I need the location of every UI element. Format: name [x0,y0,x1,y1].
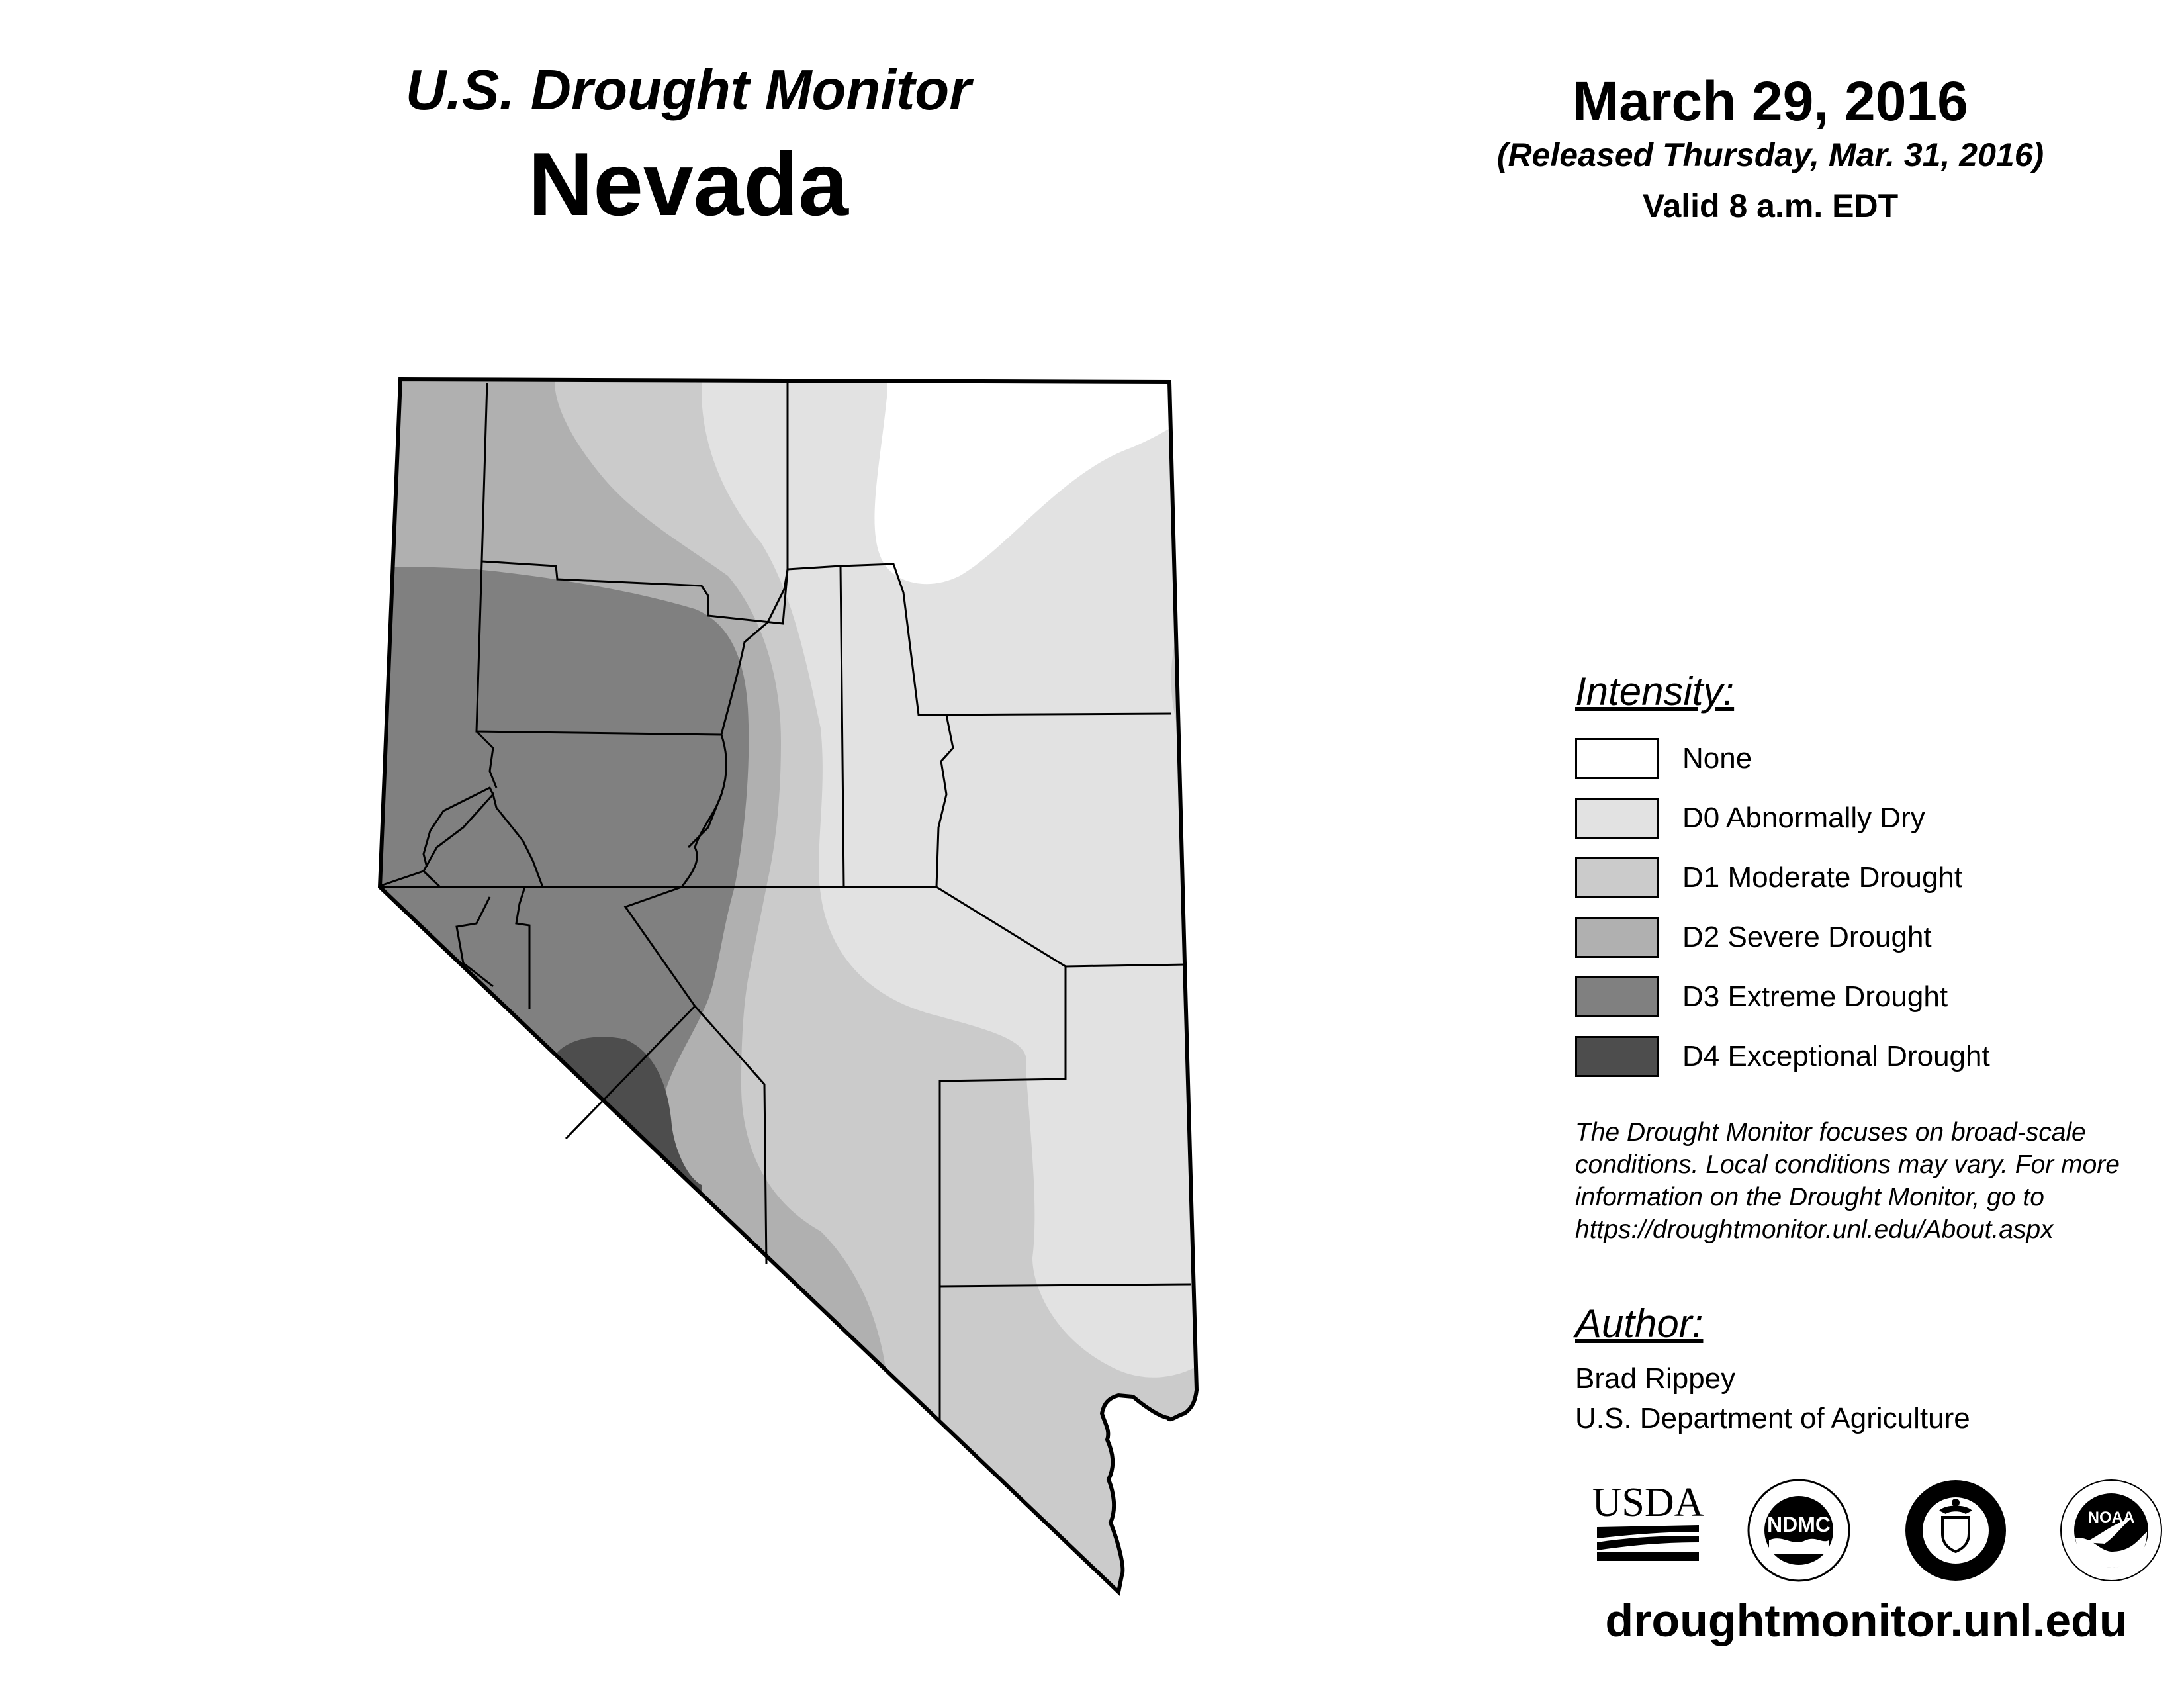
legend-label: D1 Moderate Drought [1682,861,1963,894]
note-line: The Drought Monitor focuses on broad-scale [1575,1118,2086,1147]
legend-label: None [1682,742,1752,774]
commerce-seal [1903,1477,2009,1583]
legend-item-none [1575,737,1752,780]
legend-swatch [1575,917,1659,958]
author-name: Brad Rippey [1575,1362,1736,1395]
d2-east-edge [1179,629,1195,715]
author-title: Author: [1575,1301,1704,1346]
legend-item-d3 [1575,975,1948,1019]
legend-title: Intensity: [1575,669,1735,714]
author-org: U.S. Department of Agriculture [1575,1402,1970,1434]
release-date: (Released Thursday, Mar. 31, 2016) [1496,136,2044,173]
valid-time: Valid 8 a.m. EDT [1642,187,1899,224]
noaa-logo-text: NOAA [2087,1509,2135,1526]
ndmc-logo-text: NDMC [1767,1513,1831,1536]
legend-swatch [1575,976,1659,1017]
drought-areas [331,331,1257,1622]
legend-item-d2 [1575,915,1932,959]
noaa-logo [2058,1477,2164,1583]
legend-item-d0 [1575,796,1925,840]
note-line: conditions. Local conditions may vary. For more [1575,1150,2120,1179]
disclaimer-note [1575,1116,2171,1246]
d3-area [331,567,749,1364]
website-link[interactable]: droughtmonitor.unl.edu [1605,1595,2128,1646]
map-date: March 29, 2016 [1572,70,1968,132]
legend-swatch [1575,798,1659,839]
ndmc-logo [1746,1477,1852,1583]
about-link[interactable]: https://droughtmonitor.unl.edu/About.aspx [1575,1215,2054,1244]
legend-label: D0 Abnormally Dry [1682,802,1925,834]
map-subtitle: U.S. Drought Monitor [405,59,972,122]
legend-item-d1 [1575,856,1962,900]
note-line: information on the Drought Monitor, go to [1575,1183,2044,1211]
usda-logo [1592,1477,1704,1564]
legend-label: D4 Exceptional Drought [1682,1040,1990,1072]
usda-logo-text: USDA [1592,1480,1704,1525]
legend-label: D3 Extreme Drought [1682,980,1948,1013]
legend-swatch [1575,1036,1659,1077]
legend-swatch [1575,738,1659,779]
map-title: Nevada [528,134,848,234]
legend-swatch [1575,857,1659,898]
legend-label: D2 Severe Drought [1682,921,1932,953]
legend-item-d4 [1575,1035,1990,1078]
